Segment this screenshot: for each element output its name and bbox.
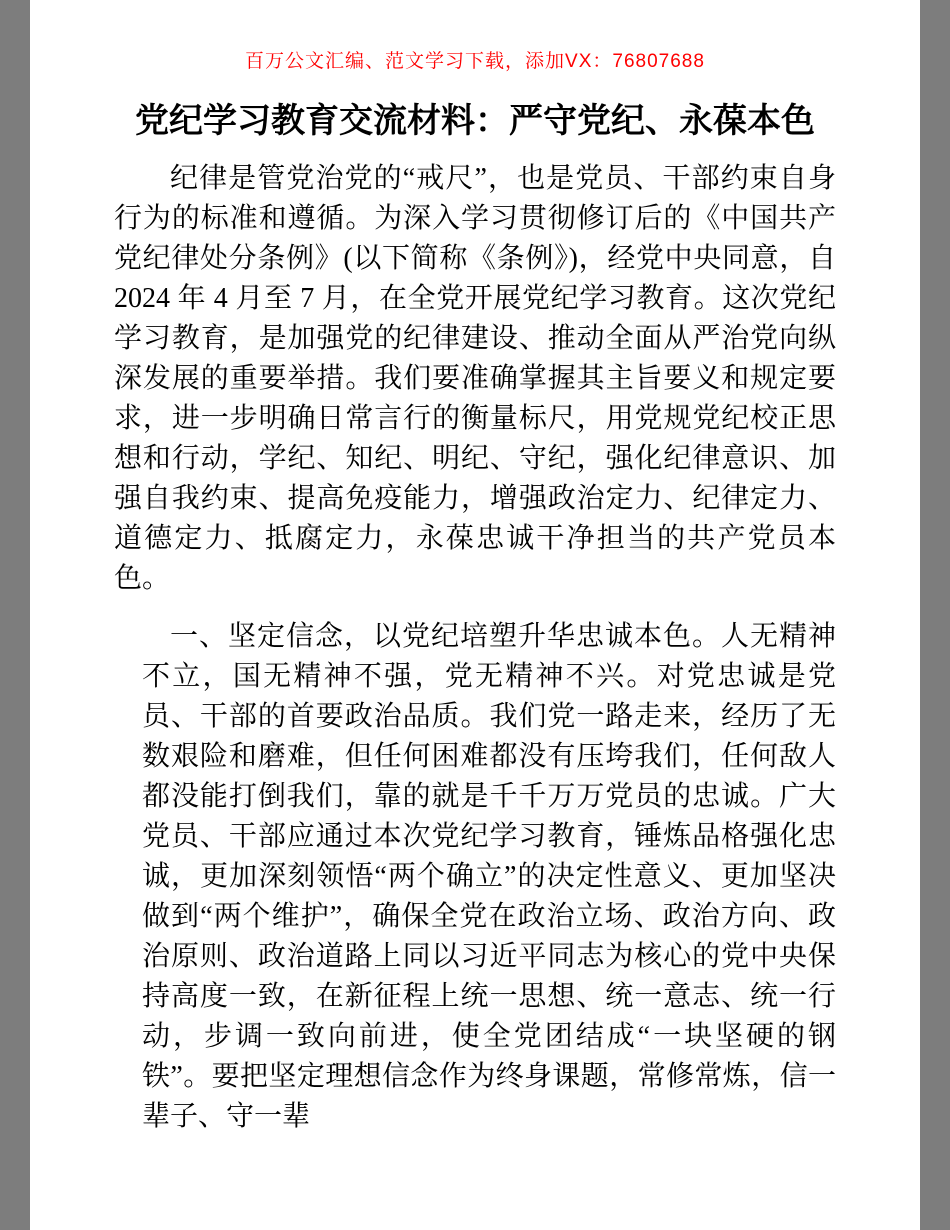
paragraph-section-1: 一、坚定信念，以党纪培塑升华忠诚本色。人无精神不立，国无精神不强，党无精神不兴。对党忠诚是党员、干部的首要政治品质。我们党一路走来，经历了无数艰险和磨难，但任何困难都没有压垮我们，任何敌人都没能打倒我们，靠的就是千千万万党员的忠诚。广大党员、干部应通过本次党纪学习教育，锤炼品格强化忠诚，更加深刻领悟“两个确立”的决定性意义、更加坚决做到“两个维护”，确保全党在政治立场、政治方向、政治原则、政治道路上同以习近平同志为核心的党中央保持高度一致，在新征程上统一思想、统一意志、统一行动，步调一致向前进，使全党团结成“一块坚硬的钢铁”。要把坚定理想信念作为终身课题，常修常炼，信一辈子、守一辈	[142, 621, 836, 1132]
document-page	[30, 0, 920, 1230]
paragraph-intro: 纪律是管党治党的“戒尺”，也是党员、干部约束自身行为的标准和遵循。为深入学习贯彻修订后的《中国共产党纪律处分条例》(以下简称《条例》)，经党中央同意，自 2024 年 4 月至 7 月，在全党开展党纪学习教育。这次党纪学习教育，是加强党的纪律建设、推动全面从严治党向纵深发展的重要举措。我们要准确掌握其主旨要义和规定要求，进一步明确日常言行的衡量标尺，用党规党纪校正思想和行动，学纪、知纪、明纪、守纪，强化纪律意识、加强自我约束、提高免疫能力，增强政治定力、纪律定力、道德定力、抵腐定力，永葆忠诚干净担当的共产党员本色。	[114, 163, 836, 594]
promo-notice: 百万公文汇编、范文学习下载，添加VX：76807688	[245, 51, 705, 72]
document-body	[114, 159, 836, 1137]
document-title: 党纪学习教育交流材料：严守党纪、永葆本色	[135, 103, 815, 140]
